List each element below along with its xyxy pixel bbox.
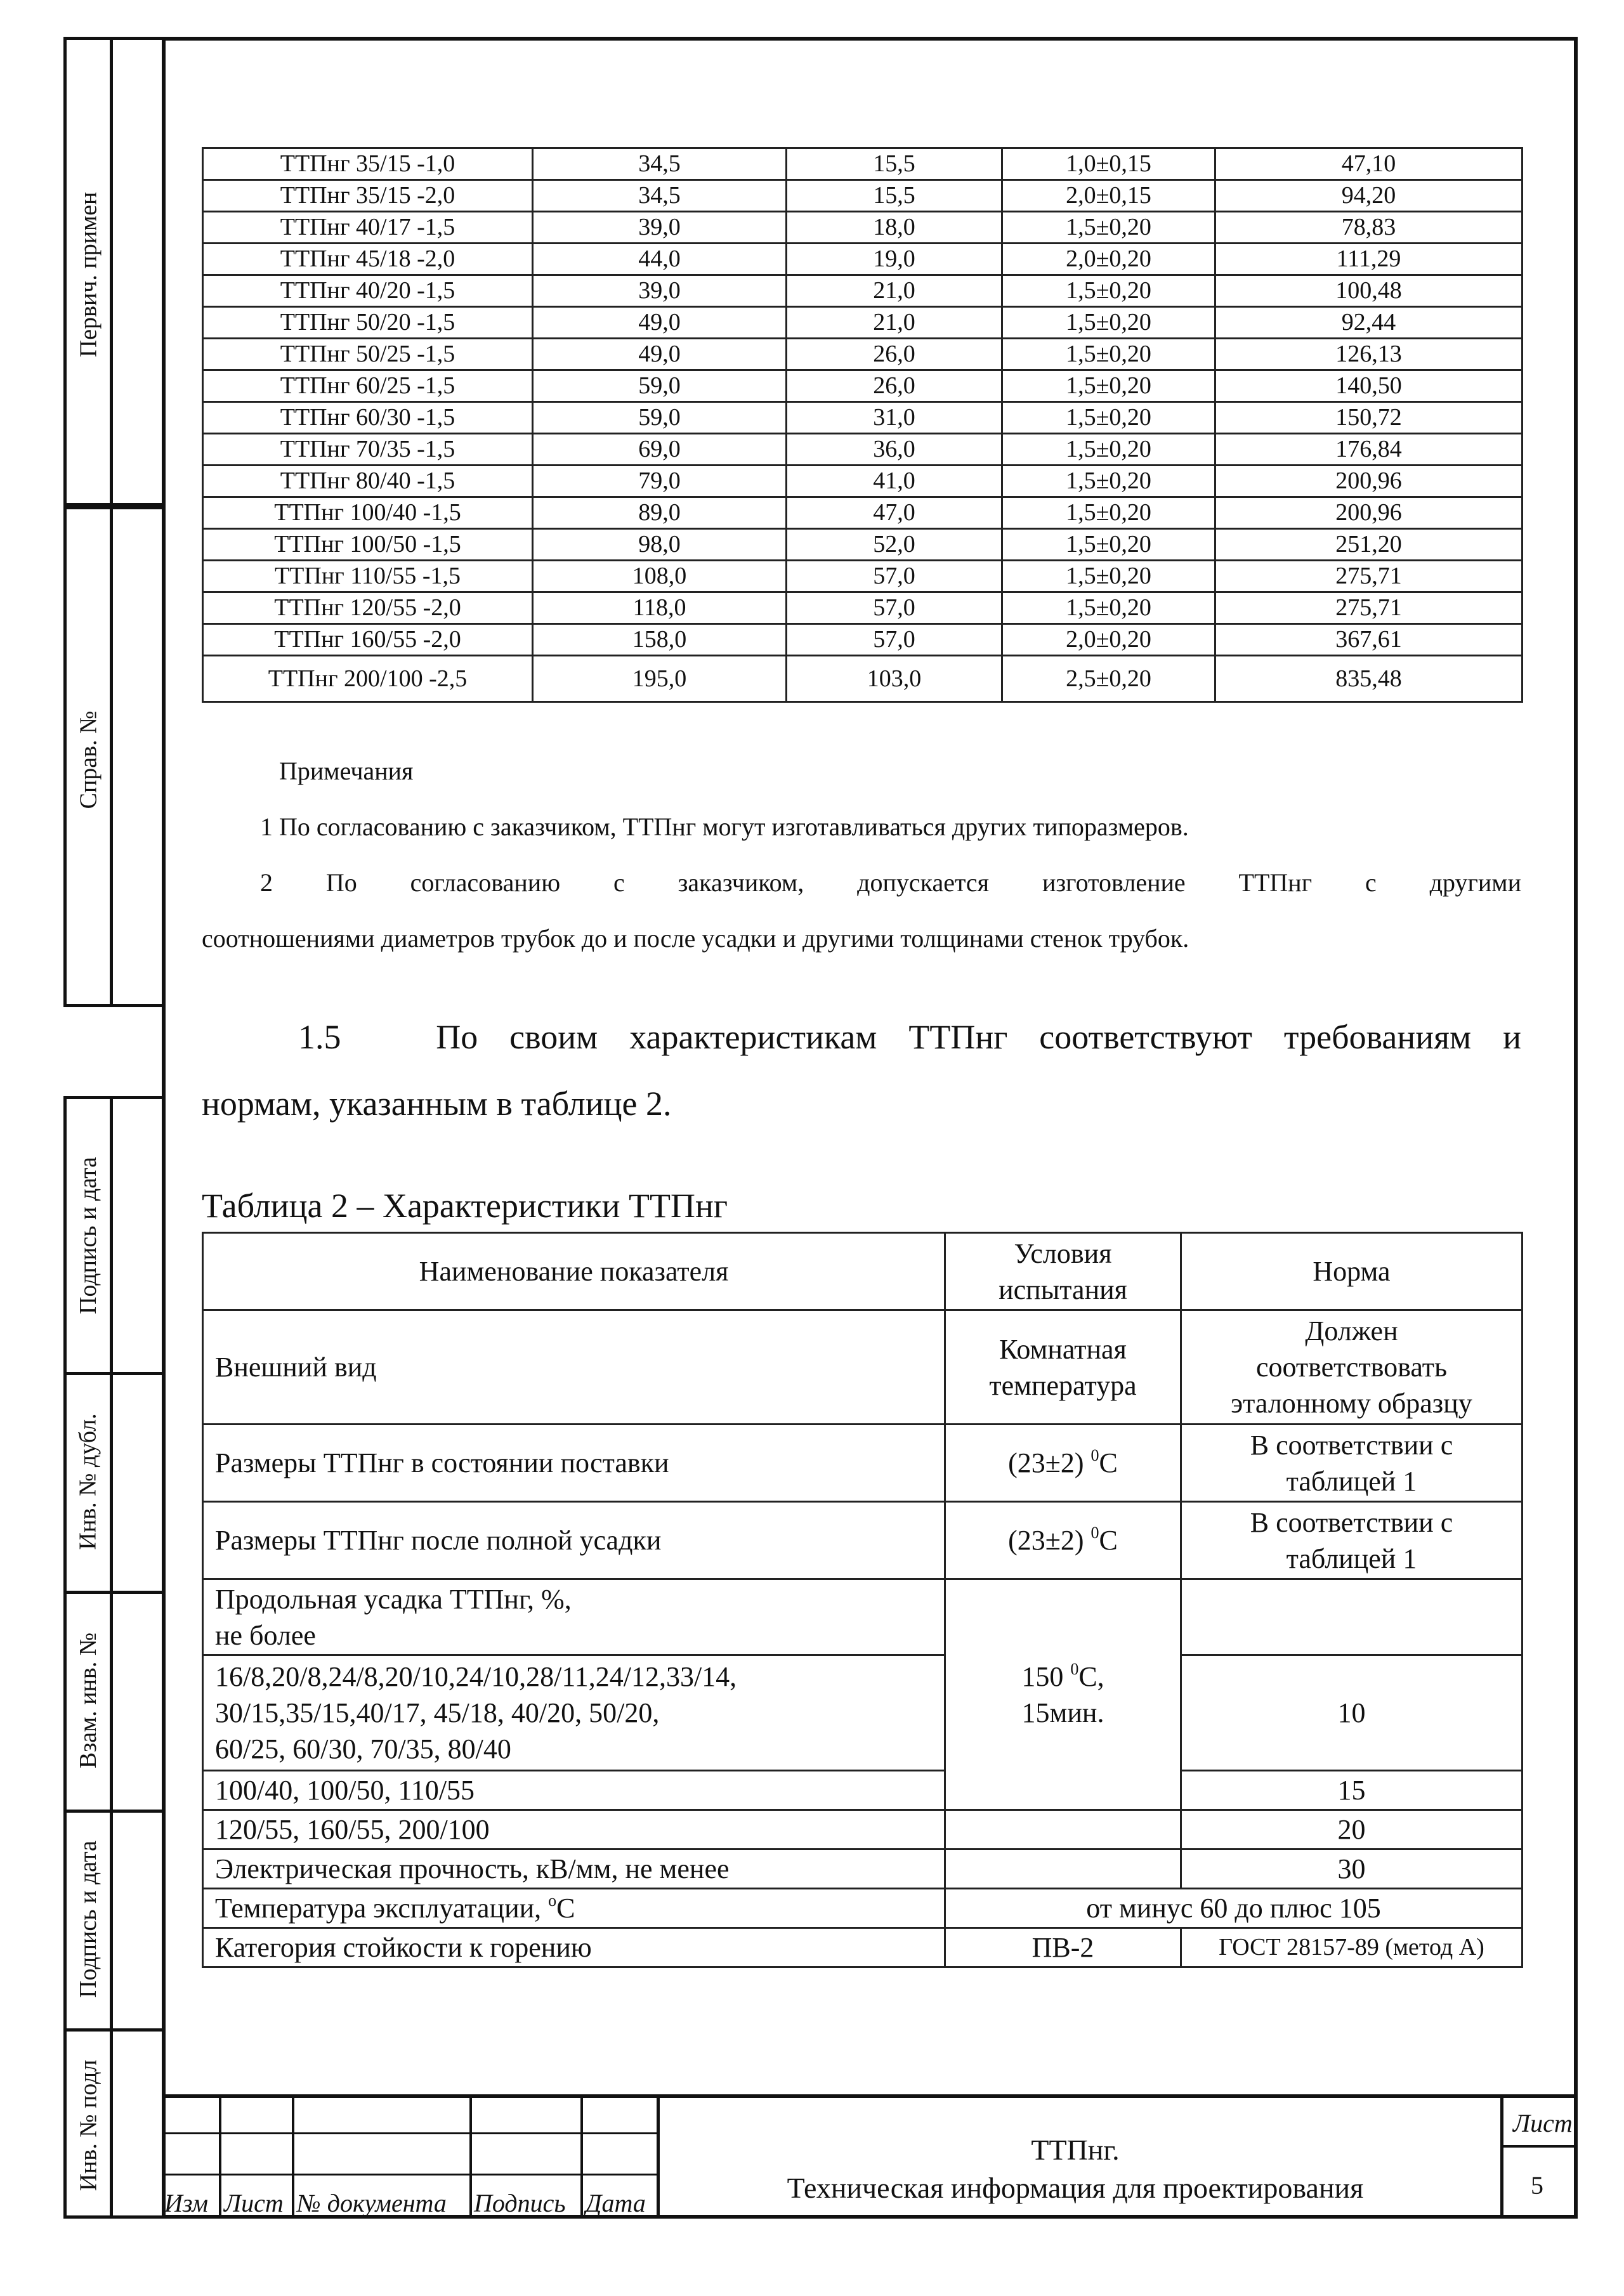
table-cell: 41,0 <box>787 466 1002 497</box>
table-cell: 18,0 <box>787 212 1002 244</box>
table2-row-long-shrink <box>203 1579 1522 1655</box>
table-cell: 2,5±0,20 <box>1002 656 1215 702</box>
table-cell: 44,0 <box>533 244 787 275</box>
cell-size-delivery-cond: (23±2) $^0$C <box>945 1425 1181 1502</box>
table2-row-appearance <box>203 1310 1522 1425</box>
cell-group1-norm: 10 <box>1181 1655 1522 1771</box>
table-cell: ТТПнг 70/35 -1,5 <box>203 434 533 466</box>
cell-temp-name: Температура эксплуатации, $^o$C <box>203 1889 945 1928</box>
table-cell: ТТПнг 80/40 -1,5 <box>203 466 533 497</box>
table-row <box>203 529 1522 561</box>
table-cell: 275,71 <box>1215 592 1522 624</box>
table-cell: 15,5 <box>787 180 1002 212</box>
notes-title: Примечания <box>279 757 414 785</box>
table-cell: 1,5±0,20 <box>1002 212 1215 244</box>
note-1: 1 По согласованию с заказчиком, ТТПнг могут изготавливаться других типоразмеров. <box>260 812 1189 841</box>
cell-long-shrink-name: Продольная усадка ТТПнг, %, не более <box>203 1579 945 1655</box>
table-row <box>203 434 1522 466</box>
stamp-box-lower <box>63 1096 162 2219</box>
table-cell: 94,20 <box>1215 180 1522 212</box>
table-cell: 1,5±0,20 <box>1002 402 1215 434</box>
table-row <box>203 180 1522 212</box>
cell-appearance-cond: Комнатная температура <box>945 1310 1181 1425</box>
table-row <box>203 370 1522 402</box>
header-conditions: Условия испытания <box>945 1233 1181 1310</box>
cell-size-shrink-cond: (23±2) $^0$C <box>945 1502 1181 1579</box>
cell-appearance-name: Внешний вид <box>203 1310 945 1425</box>
table-cell: 57,0 <box>787 561 1002 592</box>
stamp-podpis-data-1: Подпись и дата <box>75 1156 102 1315</box>
table-cell: 57,0 <box>787 624 1002 656</box>
table-cell: 59,0 <box>533 370 787 402</box>
table2-row-fire <box>203 1928 1522 1967</box>
table-cell: 100,48 <box>1215 275 1522 307</box>
table-row <box>203 466 1522 497</box>
table-cell: 367,61 <box>1215 624 1522 656</box>
table-row <box>203 275 1522 307</box>
table-cell: 57,0 <box>787 592 1002 624</box>
table-cell: 26,0 <box>787 339 1002 370</box>
table-cell: 251,20 <box>1215 529 1522 561</box>
table-dimensions <box>202 147 1523 703</box>
cell-group2-name: 100/40, 100/50, 110/55 <box>203 1771 945 1810</box>
table-cell: 2,0±0,20 <box>1002 244 1215 275</box>
stamp-sprav-no: Справ. № <box>75 710 102 809</box>
header-norm: Норма <box>1181 1233 1522 1310</box>
table-cell: ТТПнг 35/15 -2,0 <box>203 180 533 212</box>
note-2-line2: соотношениями диаметров трубок до и после усадки и другими толщинами стенок трубок. <box>202 924 1189 953</box>
cell-appearance-norm: Должен соответствовать эталонному образцу <box>1181 1310 1522 1425</box>
cell-electric-cond <box>945 1849 1181 1889</box>
cell-size-shrink-name: Размеры ТТПнг после полной усадки <box>203 1502 945 1579</box>
table-cell: ТТПнг 120/55 -2,0 <box>203 592 533 624</box>
table-cell: 26,0 <box>787 370 1002 402</box>
stamp-box-top <box>63 37 162 506</box>
margin-stamp <box>63 37 166 2219</box>
table-cell: 36,0 <box>787 434 1002 466</box>
stamp-box-sprav <box>63 506 162 1007</box>
cell-fire-name: Категория стойкости к горению <box>203 1928 945 1967</box>
table-characteristics <box>202 1232 1523 1968</box>
table2-row-temp <box>203 1889 1522 1928</box>
table-cell: 59,0 <box>533 402 787 434</box>
table-row <box>203 624 1522 656</box>
table-row <box>203 592 1522 624</box>
cell-group3-norm: 20 <box>1181 1810 1522 1849</box>
table-cell: 47,0 <box>787 497 1002 529</box>
table-cell: 140,50 <box>1215 370 1522 402</box>
table-cell: 176,84 <box>1215 434 1522 466</box>
cell-group2-norm: 15 <box>1181 1771 1522 1810</box>
table-cell: 15,5 <box>787 148 1002 180</box>
cell-size-delivery-norm: В соответствии с таблицей 1 <box>1181 1425 1522 1502</box>
table-cell: 69,0 <box>533 434 787 466</box>
stamp-podpis-data-2: Подпись и дата <box>75 1840 102 1998</box>
table-cell: ТТПнг 35/15 -1,0 <box>203 148 533 180</box>
table-row <box>203 244 1522 275</box>
table-cell: 108,0 <box>533 561 787 592</box>
table-cell: 34,5 <box>533 180 787 212</box>
table-cell: 275,71 <box>1215 561 1522 592</box>
table-cell: 1,5±0,20 <box>1002 466 1215 497</box>
table-cell: 200,96 <box>1215 466 1522 497</box>
table-cell: 49,0 <box>533 339 787 370</box>
table2-row-size-shrink <box>203 1502 1522 1579</box>
table-cell: 150,72 <box>1215 402 1522 434</box>
cell-size-shrink-norm: В соответствии с таблицей 1 <box>1181 1502 1522 1579</box>
table-cell: 52,0 <box>787 529 1002 561</box>
cell-temp-value: от минус 60 до плюс 105 <box>945 1889 1522 1928</box>
table-row <box>203 656 1522 702</box>
table-cell: 1,5±0,20 <box>1002 592 1215 624</box>
table-cell: 2,0±0,15 <box>1002 180 1215 212</box>
cell-group3-cond <box>945 1810 1181 1849</box>
table-cell: 19,0 <box>787 244 1002 275</box>
note-2-line1: 2 По согласованию с заказчиком, допускается изготовление ТТПнг с другими <box>260 868 1521 897</box>
table2-caption: Таблица 2 – Характеристики ТТПнг <box>202 1187 728 1225</box>
table-cell: 98,0 <box>533 529 787 561</box>
stamp-vzam-inv: Взам. инв. № <box>75 1632 102 1768</box>
table2-row-size-delivery <box>203 1425 1522 1502</box>
table-cell: ТТПнг 50/25 -1,5 <box>203 339 533 370</box>
cell-fire-norm: ГОСТ 28157-89 (метод А) <box>1181 1928 1522 1967</box>
cell-electric-name: Электрическая прочность, кВ/мм, не менее <box>203 1849 945 1889</box>
table-cell: ТТПнг 40/20 -1,5 <box>203 275 533 307</box>
table-cell: 195,0 <box>533 656 787 702</box>
table2-header-row <box>203 1233 1522 1310</box>
table-row <box>203 339 1522 370</box>
table-cell: 2,0±0,20 <box>1002 624 1215 656</box>
table-cell: 200,96 <box>1215 497 1522 529</box>
table-cell: 34,5 <box>533 148 787 180</box>
table2-row-group1 <box>203 1655 1522 1771</box>
table-cell: ТТПнг 100/40 -1,5 <box>203 497 533 529</box>
table2-row-group2 <box>203 1771 1522 1810</box>
table-cell: ТТПнг 110/55 -1,5 <box>203 561 533 592</box>
table-cell: 78,83 <box>1215 212 1522 244</box>
title-block <box>162 2094 1578 2219</box>
table-cell: 21,0 <box>787 275 1002 307</box>
document-title: ТТПнг. Техническая информация для проектирования <box>787 2134 1364 2204</box>
table-cell: 1,5±0,20 <box>1002 497 1215 529</box>
table-cell: 158,0 <box>533 624 787 656</box>
table-cell: 47,10 <box>1215 148 1522 180</box>
stamp-inv-dubl: Инв. № дубл. <box>75 1412 102 1550</box>
table-cell: 1,5±0,20 <box>1002 370 1215 402</box>
table-cell: 39,0 <box>533 275 787 307</box>
cell-shrink-cond: 150 $^0$C, 15мин. <box>945 1579 1181 1810</box>
col-list: Лист <box>224 2189 284 2217</box>
table-row <box>203 212 1522 244</box>
stamp-perv-primen: Первич. примен <box>75 192 102 358</box>
cell-fire-cond: ПВ-2 <box>945 1928 1181 1967</box>
table-cell: 111,29 <box>1215 244 1522 275</box>
table-cell: 103,0 <box>787 656 1002 702</box>
table-cell: 39,0 <box>533 212 787 244</box>
sheet-number: 5 <box>1531 2171 1543 2200</box>
header-name: Наименование показателя <box>203 1233 945 1310</box>
table-cell: ТТПнг 60/25 -1,5 <box>203 370 533 402</box>
table-cell: ТТПнг 60/30 -1,5 <box>203 402 533 434</box>
cell-size-delivery-name: Размеры ТТПнг в состоянии поставки <box>203 1425 945 1502</box>
table-cell: ТТПнг 50/20 -1,5 <box>203 307 533 339</box>
table-cell: 21,0 <box>787 307 1002 339</box>
table-row <box>203 307 1522 339</box>
table-row <box>203 148 1522 180</box>
table-cell: ТТПнг 160/55 -2,0 <box>203 624 533 656</box>
table2-row-electric <box>203 1849 1522 1889</box>
table-cell: 79,0 <box>533 466 787 497</box>
table-cell: 1,5±0,20 <box>1002 307 1215 339</box>
cell-group3-name: 120/55, 160/55, 200/100 <box>203 1810 945 1849</box>
table-row <box>203 402 1522 434</box>
cell-electric-norm: 30 <box>1181 1849 1522 1889</box>
sheet-label: Лист <box>1513 2109 1573 2137</box>
cell-long-shrink-norm <box>1181 1579 1522 1655</box>
table-cell: 31,0 <box>787 402 1002 434</box>
table-row <box>203 561 1522 592</box>
col-date: Дата <box>586 2189 646 2217</box>
table-cell: 92,44 <box>1215 307 1522 339</box>
paragraph-1-5-line1: 1.5 По своим характеристикам ТТПнг соответствуют требованиям и <box>298 1018 1521 1056</box>
table-cell: 49,0 <box>533 307 787 339</box>
table-cell: ТТПнг 200/100 -2,5 <box>203 656 533 702</box>
table-cell: 1,5±0,20 <box>1002 529 1215 561</box>
table-cell: 1,0±0,15 <box>1002 148 1215 180</box>
col-izm: Изм <box>164 2189 209 2217</box>
table-cell: 835,48 <box>1215 656 1522 702</box>
col-signature: Подпись <box>474 2189 566 2217</box>
table2-row-group3 <box>203 1810 1522 1849</box>
table-cell: 1,5±0,20 <box>1002 434 1215 466</box>
table-cell: ТТПнг 40/17 -1,5 <box>203 212 533 244</box>
table-cell: 1,5±0,20 <box>1002 275 1215 307</box>
paragraph-1-5-line2: нормам, указанным в таблице 2. <box>202 1085 672 1123</box>
table-cell: 126,13 <box>1215 339 1522 370</box>
table-cell: ТТПнг 45/18 -2,0 <box>203 244 533 275</box>
cell-group1-name: 16/8,20/8,24/8,20/10,24/10,28/11,24/12,33/14, 30/15,35/15,40/17, 45/18, 40/20, 50/20, 60/25, 60/30, 70/35, 80/40 <box>203 1655 945 1771</box>
table-cell: 1,5±0,20 <box>1002 561 1215 592</box>
table-cell: ТТПнг 100/50 -1,5 <box>203 529 533 561</box>
table-cell: 1,5±0,20 <box>1002 339 1215 370</box>
table-cell: 118,0 <box>533 592 787 624</box>
col-doc-no: № документа <box>297 2189 447 2217</box>
stamp-inv-podl: Инв. № подл <box>75 2059 102 2191</box>
table-cell: 89,0 <box>533 497 787 529</box>
table-row <box>203 497 1522 529</box>
